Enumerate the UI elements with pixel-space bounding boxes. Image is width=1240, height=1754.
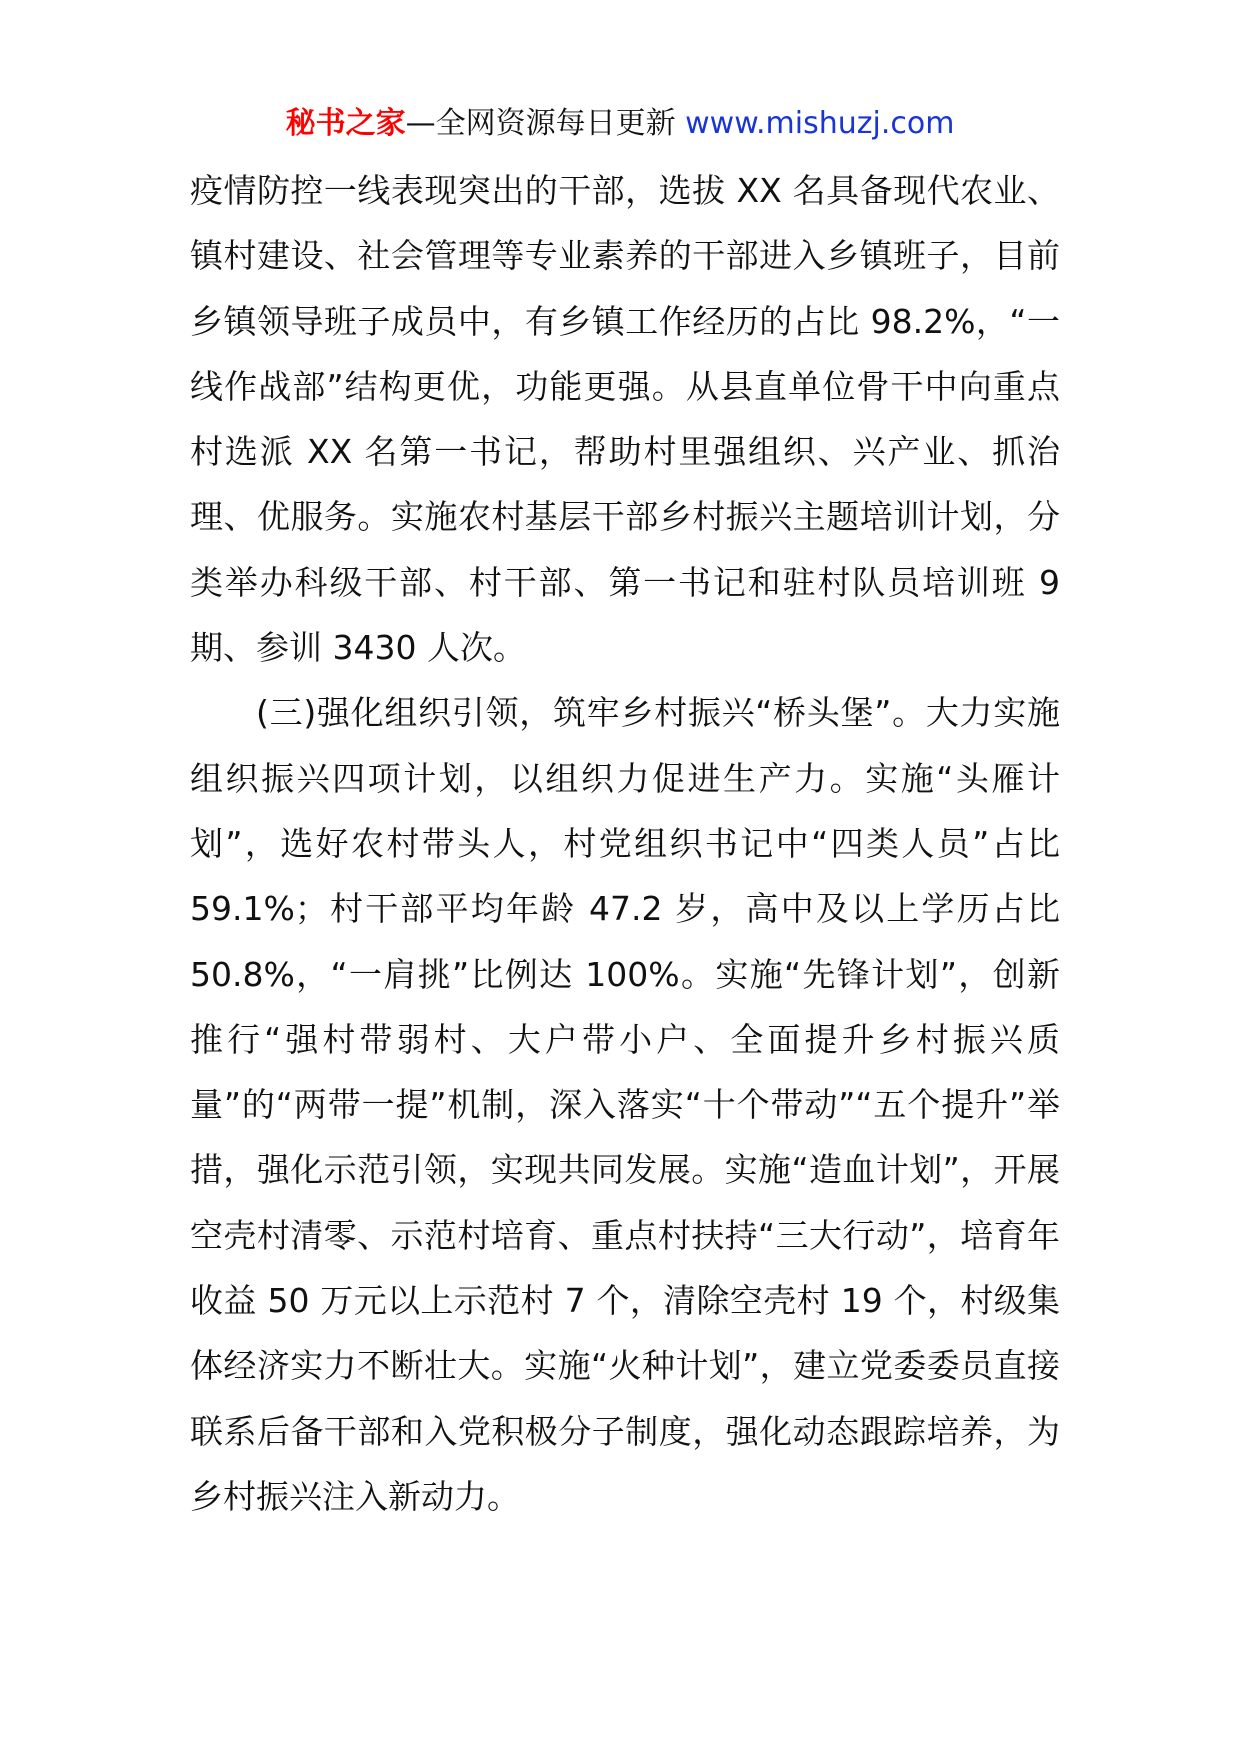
site-url[interactable]: www.mishuzj.com	[685, 106, 955, 141]
brand-name: 秘书之家	[285, 106, 406, 141]
header-tagline: —全网资源每日更新	[405, 106, 686, 141]
document-body	[190, 158, 1060, 1529]
paragraph-section-3: (三)强化组织引领，筑牢乡村振兴“桥头堡”。大力实施组织振兴四项计划，以组织力促进生产力。实施“头雁计划”，选好农村带头人，村党组织书记中“四类人员”占比 59.1%；村干部平均年龄 47.2 岁，高中及以上学历占比 50.8%，“一肩挑”比例达 100%。实施“先锋计划”，创新推行“强村带弱村、大户带小户、全面提升乡村振兴质量”的“两带一提”机制，深入落实“十个带动”“五个提升”举措，强化示范引领，实现共同发展。实施“造血计划”，开展空壳村清零、示范村培育、重点村扶持“三大行动”，培育年收益 50 万元以上示范村 7 个，清除空壳村 19 个，村级集体经济实力不断壮大。实施“火种计划”，建立党委委员直接联系后备干部和入党积极分子制度，强化动态跟踪培养，为乡村振兴注入新动力。	[190, 693, 1060, 1516]
paragraph-continuation: 疫情防控一线表现突出的干部，选拔 XX 名具备现代农业、镇村建设、社会管理等专业素养的干部进入乡镇班子，目前乡镇领导班子成员中，有乡镇工作经历的占比 98.2%，“一线作战部”结构更优，功能更强。从县直单位骨干中向重点村选派 XX 名第一书记，帮助村里强组织、兴产业、抓治理、优服务。实施农村基层干部乡村振兴主题培训计划，分类举办科级干部、村干部、第一书记和驻村队员培训班 9 期、参训 3430 人次。	[190, 171, 1060, 668]
page-header	[0, 102, 1240, 146]
